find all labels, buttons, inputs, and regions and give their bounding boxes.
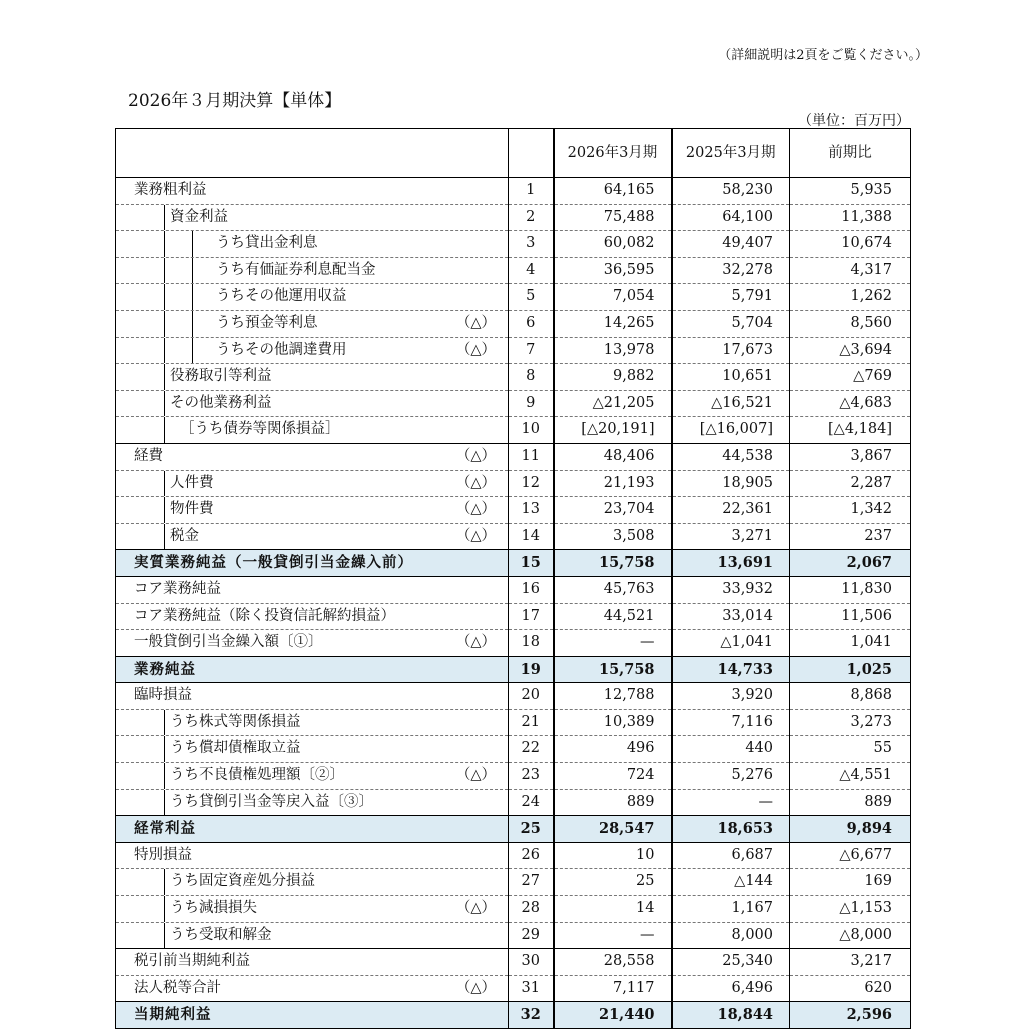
- table-row: [116, 656, 911, 683]
- previous-value: 7,116: [672, 709, 790, 736]
- current-value: 48,406: [554, 443, 672, 470]
- indent-guide: [164, 763, 165, 789]
- previous-value: 13,691: [672, 550, 790, 577]
- row-label-cell: [116, 816, 509, 843]
- row-label-cell: [116, 789, 509, 816]
- change-value: △4,551: [790, 763, 911, 790]
- indent-guide: [164, 497, 165, 523]
- row-number: 19: [509, 656, 554, 683]
- current-value: 21,193: [554, 470, 672, 497]
- previous-value: 25,340: [672, 949, 790, 976]
- row-number: 10: [509, 417, 554, 444]
- table-row: [116, 417, 911, 444]
- row-label: うち減損損失: [170, 900, 257, 917]
- row-number: 11: [509, 443, 554, 470]
- current-value: 10,389: [554, 709, 672, 736]
- row-number: 14: [509, 523, 554, 550]
- indent-guide: [164, 205, 165, 231]
- row-number: 29: [509, 922, 554, 949]
- indent-guide: [164, 471, 165, 497]
- table-row: [116, 709, 911, 736]
- table-row: [116, 763, 911, 790]
- unit-label: （単位：百万円）: [798, 113, 910, 129]
- change-value: 2,287: [790, 470, 911, 497]
- previous-value: 18,653: [672, 816, 790, 843]
- previous-value: 440: [672, 736, 790, 763]
- change-value: 10,674: [790, 231, 911, 258]
- current-value: [△20,191]: [554, 417, 672, 444]
- table-row: [116, 390, 911, 417]
- current-value: 14,265: [554, 310, 672, 337]
- row-number: 17: [509, 603, 554, 630]
- header-change: 前期比: [790, 129, 911, 178]
- current-value: 21,440: [554, 1002, 672, 1029]
- row-label: その他業務利益: [170, 394, 272, 411]
- current-value: 10: [554, 842, 672, 869]
- table-row: [116, 816, 911, 843]
- header-blank: [116, 129, 509, 178]
- previous-value: 5,791: [672, 284, 790, 311]
- current-value: 60,082: [554, 231, 672, 258]
- row-label-cell: [116, 284, 509, 311]
- row-label: 役務取引等利益: [170, 368, 272, 385]
- row-label: 臨時損益: [134, 687, 192, 704]
- row-label-cell: [116, 709, 509, 736]
- table-row: [116, 896, 911, 923]
- table-row: [116, 310, 911, 337]
- deduction-marker: （△）: [455, 634, 496, 651]
- row-label: 経費: [134, 447, 163, 464]
- current-value: 15,758: [554, 656, 672, 683]
- current-value: —: [554, 922, 672, 949]
- deduction-marker: （△）: [455, 527, 496, 544]
- table-row: [116, 975, 911, 1002]
- table-row: [116, 736, 911, 763]
- previous-value: 6,687: [672, 842, 790, 869]
- current-value: 23,704: [554, 497, 672, 524]
- table-row: [116, 922, 911, 949]
- row-number: 32: [509, 1002, 554, 1029]
- row-label-cell: [116, 603, 509, 630]
- row-label-cell: [116, 470, 509, 497]
- row-label: 法人税等合計: [134, 979, 221, 996]
- previous-value: 14,733: [672, 656, 790, 683]
- indent-guide: [164, 417, 165, 443]
- table-row: [116, 284, 911, 311]
- row-label: ［うち債券等関係損益］: [180, 421, 340, 438]
- table-row: [116, 231, 911, 258]
- deduction-marker: （△）: [455, 900, 496, 917]
- row-label-cell: [116, 417, 509, 444]
- previous-value: 32,278: [672, 257, 790, 284]
- change-value: 237: [790, 523, 911, 550]
- current-value: 28,558: [554, 949, 672, 976]
- row-label-cell: [116, 364, 509, 391]
- table-row: [116, 204, 911, 231]
- row-number: 3: [509, 231, 554, 258]
- indent-guide: [164, 231, 165, 257]
- indent-guide: [192, 231, 193, 257]
- row-label: コア業務純益: [134, 580, 221, 597]
- row-number: 1: [509, 178, 554, 205]
- row-label-cell: [116, 443, 509, 470]
- row-number: 5: [509, 284, 554, 311]
- row-label: うちその他運用収益: [216, 288, 347, 305]
- current-value: 64,165: [554, 178, 672, 205]
- row-number: 4: [509, 257, 554, 284]
- previous-value: 44,538: [672, 443, 790, 470]
- change-value: 2,067: [790, 550, 911, 577]
- indent-guide: [192, 311, 193, 337]
- current-value: 25: [554, 869, 672, 896]
- row-label-cell: [116, 231, 509, 258]
- deduction-marker: （△）: [455, 447, 496, 464]
- row-label: 税金: [170, 527, 199, 544]
- row-label-cell: [116, 922, 509, 949]
- change-value: 620: [790, 975, 911, 1002]
- table-row: [116, 576, 911, 603]
- row-label: うち株式等関係損益: [170, 713, 301, 730]
- previous-value: 22,361: [672, 497, 790, 524]
- change-value: 1,262: [790, 284, 911, 311]
- deduction-marker: （△）: [455, 767, 496, 784]
- change-value: 5,935: [790, 178, 911, 205]
- table-row: [116, 178, 911, 205]
- row-label: うち貸倒引当金等戻入益〔③〕: [170, 793, 373, 810]
- previous-value: [△16,007]: [672, 417, 790, 444]
- row-label: 経常利益: [134, 820, 196, 838]
- previous-value: —: [672, 789, 790, 816]
- current-value: 12,788: [554, 683, 672, 710]
- table-row: [116, 337, 911, 364]
- header-no: [509, 129, 554, 178]
- row-label-cell: [116, 310, 509, 337]
- previous-value: 58,230: [672, 178, 790, 205]
- change-value: 55: [790, 736, 911, 763]
- row-label-cell: [116, 763, 509, 790]
- row-label-cell: [116, 736, 509, 763]
- current-value: △21,205: [554, 390, 672, 417]
- indent-guide: [164, 258, 165, 284]
- row-label-cell: [116, 842, 509, 869]
- change-value: △1,153: [790, 896, 911, 923]
- row-label-cell: [116, 869, 509, 896]
- row-label-cell: [116, 1002, 509, 1029]
- row-label: 一般貸倒引当金繰入額〔①〕: [134, 634, 323, 651]
- current-value: 13,978: [554, 337, 672, 364]
- table-row: [116, 364, 911, 391]
- indent-guide: [192, 284, 193, 310]
- row-number: 6: [509, 310, 554, 337]
- row-number: 27: [509, 869, 554, 896]
- row-label: 資金利益: [170, 208, 228, 225]
- previous-value: 33,014: [672, 603, 790, 630]
- previous-value: △16,521: [672, 390, 790, 417]
- change-value: 1,041: [790, 630, 911, 657]
- change-value: 889: [790, 789, 911, 816]
- deduction-marker: （△）: [455, 979, 496, 996]
- table-row: [116, 497, 911, 524]
- row-label-cell: [116, 683, 509, 710]
- table-row: [116, 550, 911, 577]
- table-row: [116, 869, 911, 896]
- header-previous-period: 2025年3月期: [672, 129, 790, 178]
- row-number: 20: [509, 683, 554, 710]
- row-label-cell: [116, 576, 509, 603]
- row-label-cell: [116, 630, 509, 657]
- change-value: 8,560: [790, 310, 911, 337]
- indent-guide: [164, 338, 165, 364]
- row-label-cell: [116, 497, 509, 524]
- change-value: 11,830: [790, 576, 911, 603]
- change-value: 11,388: [790, 204, 911, 231]
- row-label-cell: [116, 949, 509, 976]
- change-value: 1,025: [790, 656, 911, 683]
- row-number: 8: [509, 364, 554, 391]
- row-number: 13: [509, 497, 554, 524]
- indent-guide: [164, 736, 165, 762]
- row-number: 12: [509, 470, 554, 497]
- row-label: 実質業務純益（一般貸倒引当金繰入前）: [134, 554, 413, 572]
- row-label-cell: [116, 550, 509, 577]
- row-label: うち固定資産処分損益: [170, 873, 315, 890]
- current-value: 36,595: [554, 257, 672, 284]
- row-label: うち不良債権処理額〔②〕: [170, 767, 344, 784]
- current-value: 7,117: [554, 975, 672, 1002]
- row-label: 物件費: [170, 501, 214, 518]
- row-label-cell: [116, 204, 509, 231]
- row-number: 28: [509, 896, 554, 923]
- change-value: 3,273: [790, 709, 911, 736]
- current-value: 496: [554, 736, 672, 763]
- financial-results-table: [115, 128, 911, 1029]
- change-value: 169: [790, 869, 911, 896]
- row-label-cell: [116, 656, 509, 683]
- previous-value: 64,100: [672, 204, 790, 231]
- row-number: 26: [509, 842, 554, 869]
- row-label: うち償却債権取立益: [170, 740, 301, 757]
- current-value: 45,763: [554, 576, 672, 603]
- row-number: 21: [509, 709, 554, 736]
- change-value: 9,894: [790, 816, 911, 843]
- row-label: 当期純利益: [134, 1006, 212, 1024]
- row-number: 24: [509, 789, 554, 816]
- current-value: 28,547: [554, 816, 672, 843]
- row-label: うちその他調達費用: [216, 341, 347, 358]
- detail-note: （詳細説明は2頁をご覧ください。）: [718, 48, 928, 63]
- row-number: 22: [509, 736, 554, 763]
- row-label-cell: [116, 390, 509, 417]
- row-label: 業務純益: [134, 660, 196, 678]
- row-number: 9: [509, 390, 554, 417]
- change-value: 3,217: [790, 949, 911, 976]
- indent-guide: [164, 790, 165, 816]
- row-label: うち貸出金利息: [216, 235, 318, 252]
- table-row: [116, 842, 911, 869]
- row-number: 31: [509, 975, 554, 1002]
- change-value: 2,596: [790, 1002, 911, 1029]
- row-label: 業務粗利益: [134, 182, 207, 198]
- current-value: 14: [554, 896, 672, 923]
- current-value: 3,508: [554, 523, 672, 550]
- change-value: △3,694: [790, 337, 911, 364]
- row-label-cell: [116, 337, 509, 364]
- change-value: △8,000: [790, 922, 911, 949]
- table-row: [116, 630, 911, 657]
- deduction-marker: （△）: [455, 341, 496, 358]
- header-current-period: 2026年3月期: [554, 129, 672, 178]
- previous-value: 3,271: [672, 523, 790, 550]
- previous-value: △1,041: [672, 630, 790, 657]
- table-row: [116, 443, 911, 470]
- previous-value: 3,920: [672, 683, 790, 710]
- change-value: 1,342: [790, 497, 911, 524]
- change-value: [△4,184]: [790, 417, 911, 444]
- table-body: [116, 178, 911, 1029]
- current-value: 889: [554, 789, 672, 816]
- table-row: [116, 523, 911, 550]
- row-label: 特別損益: [134, 846, 192, 863]
- table-header-row: [116, 129, 911, 178]
- current-value: 9,882: [554, 364, 672, 391]
- current-value: 724: [554, 763, 672, 790]
- change-value: 3,867: [790, 443, 911, 470]
- previous-value: 1,167: [672, 896, 790, 923]
- table-row: [116, 789, 911, 816]
- deduction-marker: （△）: [455, 474, 496, 491]
- table-row: [116, 1002, 911, 1029]
- previous-value: △144: [672, 869, 790, 896]
- change-value: 8,868: [790, 683, 911, 710]
- row-number: 25: [509, 816, 554, 843]
- indent-guide: [164, 311, 165, 337]
- indent-guide: [164, 391, 165, 417]
- row-label: うち預金等利息: [216, 314, 318, 331]
- indent-guide: [192, 258, 193, 284]
- table-row: [116, 257, 911, 284]
- table-row: [116, 603, 911, 630]
- row-label-cell: [116, 178, 509, 205]
- row-number: 23: [509, 763, 554, 790]
- page-title: 2026年３月期決算【単体】: [128, 91, 342, 111]
- current-value: —: [554, 630, 672, 657]
- change-value: 4,317: [790, 257, 911, 284]
- previous-value: 17,673: [672, 337, 790, 364]
- indent-guide: [164, 524, 165, 550]
- indent-guide: [164, 284, 165, 310]
- current-value: 75,488: [554, 204, 672, 231]
- previous-value: 33,932: [672, 576, 790, 603]
- current-value: 44,521: [554, 603, 672, 630]
- row-number: 7: [509, 337, 554, 364]
- row-label: うち受取和解金: [170, 926, 272, 943]
- deduction-marker: （△）: [455, 314, 496, 331]
- current-value: 7,054: [554, 284, 672, 311]
- row-number: 2: [509, 204, 554, 231]
- previous-value: 18,905: [672, 470, 790, 497]
- previous-value: 5,704: [672, 310, 790, 337]
- table-row: [116, 470, 911, 497]
- change-value: 11,506: [790, 603, 911, 630]
- change-value: △769: [790, 364, 911, 391]
- row-label-cell: [116, 896, 509, 923]
- row-label: うち有価証券利息配当金: [216, 261, 376, 278]
- previous-value: 18,844: [672, 1002, 790, 1029]
- row-number: 16: [509, 576, 554, 603]
- indent-guide: [164, 364, 165, 390]
- indent-guide: [164, 896, 165, 922]
- previous-value: 10,651: [672, 364, 790, 391]
- previous-value: 5,276: [672, 763, 790, 790]
- row-label-cell: [116, 257, 509, 284]
- row-label: 税引前当期純利益: [134, 953, 250, 970]
- previous-value: 8,000: [672, 922, 790, 949]
- row-label: 人件費: [170, 474, 214, 491]
- row-label-cell: [116, 523, 509, 550]
- row-number: 30: [509, 949, 554, 976]
- table-row: [116, 949, 911, 976]
- row-number: 15: [509, 550, 554, 577]
- row-label-cell: [116, 975, 509, 1002]
- row-label: コア業務純益（除く投資信託解約損益）: [134, 607, 395, 624]
- change-value: △4,683: [790, 390, 911, 417]
- indent-guide: [192, 338, 193, 364]
- current-value: 15,758: [554, 550, 672, 577]
- deduction-marker: （△）: [455, 501, 496, 518]
- indent-guide: [164, 923, 165, 949]
- indent-guide: [164, 710, 165, 736]
- change-value: △6,677: [790, 842, 911, 869]
- indent-guide: [164, 869, 165, 895]
- table-row: [116, 683, 911, 710]
- previous-value: 6,496: [672, 975, 790, 1002]
- previous-value: 49,407: [672, 231, 790, 258]
- row-number: 18: [509, 630, 554, 657]
